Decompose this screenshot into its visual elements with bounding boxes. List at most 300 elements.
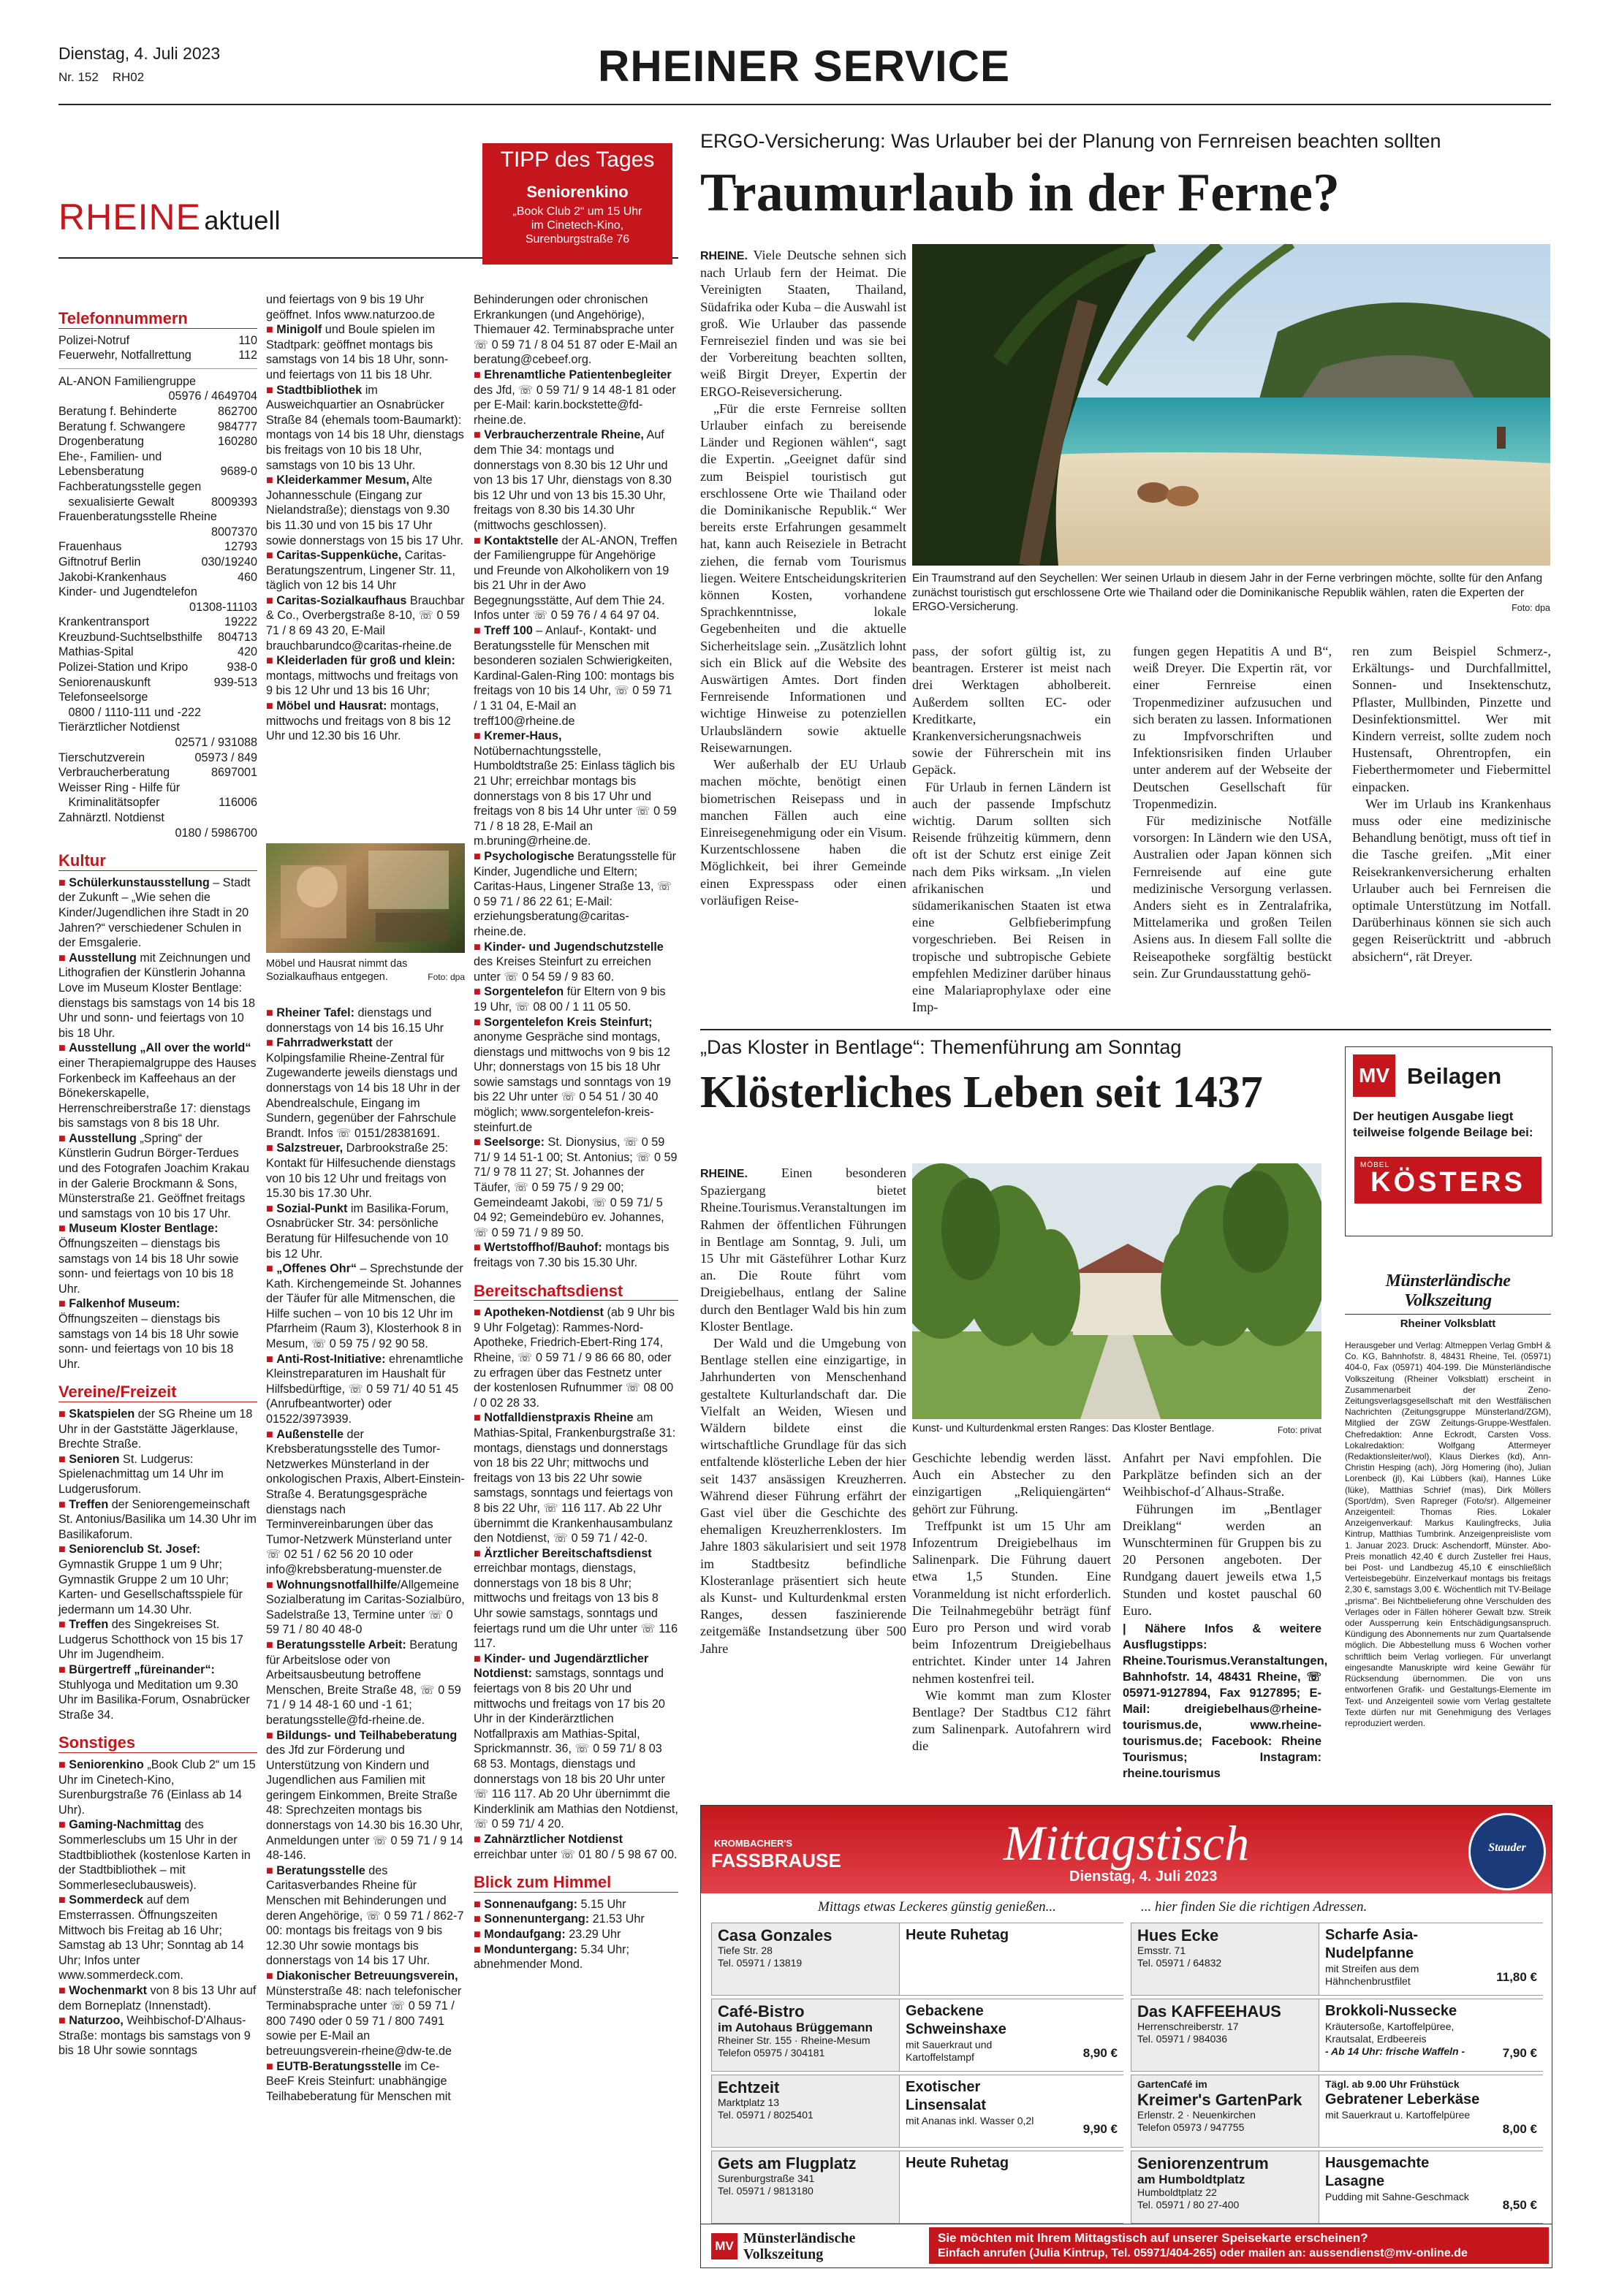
entry-title: Seniorenkino bbox=[69, 1758, 144, 1772]
phone-row bbox=[58, 780, 257, 796]
mittagstisch-title: Mittagstisch bbox=[1003, 1815, 1250, 1871]
phone-row bbox=[58, 615, 257, 630]
article-paragraph: pass, der sofort gültig ist, zu beantragen. Ersterer ist meist nach drei Werktagen abholbereit. Außerdem sollten EC- oder Kreditkarte, ein Krankenversicherungsnachweis sowie der Führerschein mit ins Gepäck. bbox=[912, 644, 1111, 778]
dish-name: Scharfe Asia-Nudelpfanne bbox=[1325, 1927, 1419, 1961]
entry-text: des Kreises Steinfurt zu erreichen unter ☏ 0 54 59 / 9 83 60. bbox=[474, 955, 651, 984]
restaurant-address: Herrenschreiberstr. 17 bbox=[1137, 2021, 1239, 2032]
dish-price: 8,90 € bbox=[1082, 2046, 1118, 2060]
entry-title: Kinder- und Jugendschutzstelle bbox=[484, 940, 664, 954]
restaurant-phone: Tel. 05971 / 9813180 bbox=[718, 2185, 814, 2197]
bullet-square-icon: ■ bbox=[266, 1352, 273, 1366]
phone-row bbox=[58, 600, 257, 615]
entry-text: dienstags und donnerstags von 14 bis 16.15 Uhr bbox=[266, 1006, 444, 1035]
service-item bbox=[474, 427, 678, 533]
entry-title: Bürgertreff „füreinander“: bbox=[69, 1663, 215, 1677]
entry-title: Seelsorge: bbox=[484, 1136, 545, 1149]
restaurant-entry bbox=[711, 2151, 1123, 2224]
entry-text: anonyme Gespräche sind montags, dienstags und mittwochs von 9 bis 12 Uhr; donnerstags von 15 bis 18 Uhr sowie samstags und sonntags von 19 bis 22 Uhr unter ☏ 0 54 51 / 30 40 möglich; www.sorgentelefon-kreis-steinfurt.de bbox=[474, 1030, 671, 1134]
phone-name: Kriminalitätsopfer bbox=[58, 796, 160, 810]
bullet-square-icon: ■ bbox=[474, 940, 481, 954]
phone-row bbox=[58, 434, 257, 449]
dish-name: Gebratener Leberkäse bbox=[1325, 2091, 1480, 2107]
restaurant-name: Gets am Flugplatz bbox=[718, 2154, 857, 2173]
service-column-1 bbox=[58, 292, 257, 2059]
sonstiges-item bbox=[58, 1817, 257, 1893]
service-item bbox=[474, 368, 678, 427]
phone-number: 984777 bbox=[217, 419, 257, 433]
bullet-square-icon: ■ bbox=[266, 474, 273, 487]
article-paragraph: Treffpunkt ist um 15 Uhr am Infozentrum Dreigiebelhaus im Salinenpark. Die Führung dauert etwa 1,5 Stunden. Eine Voranmeldung ist nicht erforderlich. Die Teilnahmegebühr beträgt fünf Euro pro Person und wird vorab beim Infozentrum Dreigiebelhaus entrichtet. Kinder unter 14 Jahren nehmen kostenfrei teil. bbox=[912, 1518, 1111, 1686]
entry-text: 23.29 Uhr bbox=[565, 1927, 621, 1941]
entry-title: Wohnungsnotfallhilfe bbox=[276, 1578, 398, 1592]
bullet-square-icon: ■ bbox=[58, 1297, 66, 1311]
phone-number: 12793 bbox=[224, 540, 257, 554]
phone-row bbox=[58, 509, 257, 525]
service-item bbox=[474, 984, 678, 1014]
bullet-square-icon: ■ bbox=[58, 1618, 66, 1632]
entry-text: (ab 9 Uhr bis 9 Uhr Folgetag): Rammes-Nord-Apotheke, Friedrich-Ebert-Ring 174, Rheine, ☏ 0 59 71 / 9 86 66 80, oder zu erfragen über das Festnetz unter der kostenlosen Rufnummer ☏ 08 00 / 0 02 28 33. bbox=[474, 1306, 675, 1410]
service-item bbox=[266, 1352, 465, 1427]
header-date: Dienstag, 4. Juli 2023 bbox=[58, 44, 221, 63]
bullet-square-icon: ■ bbox=[474, 985, 481, 999]
restaurant-address: Erlenstr. 2 · Neuenkirchen bbox=[1137, 2109, 1256, 2121]
entry-text: und Boule spielen im Stadtpark: geöffnet montags bis samstags von 14 bis 18 Uhr, sonn- und feiertags von 11 bis 18 Uhr. bbox=[266, 323, 449, 381]
imprint-text: Herausgeber und Verlag: Altmeppen Verlag GmbH & Co. KG, Bahnhofstr. 8, 48431 Rheine, Tel. (05971) 404-0, Fax (05971) 404-199. Die Münsterländische Volkszeitung (Rheiner Volksblatt) erscheint in Zusammenarbeit der Zeno-Zeitungsverlagsgesellschaft mit den Westfälischen Nachrichten (Zeitungsgruppe Münsterland/ZGM), Mitglied der ZGW Zeitungs-Gruppe-Westfalen. Chefredaktion: Anne Eckrodt, Carsten Voss. Lokalredaktion: Wolfgang Attermeyer (Redaktionsleiter/wol), Klaus Dierkes (kd), Ann-Christin Hesping (ach), Jörg Homering (iho), Julian Lorenbeck (jl), Kai Lübbers (kai), Hannes Lüke (lüke), Matthias Schrief (mas), Dirk Möllers (Sport/dm), Sven Rapreger (Foto/sr). Allgemeiner Anzeigenteil: Thomas Ries. Lokaler Anzeigenverkauf: Markus Kaulingfrecks, Julia Kintrup, Matthias Tumbrink. Anzeigenpreisliste vom 1. Januar 2023. Druck: Aschendorff, Münster. Abo-Preis monatlich 42,40 € durch Zusteller frei Haus, bei Post- und Landbezug 45,10 € einschließlich Verteisbegebühr. Einzelverkauf montags bis freitags 2,30 €, samstags 3,00 €. Wöchentlich mit TV-Beilage „prisma“. Bei Nichtbelieferung ohne Verschulden des Verlages oder in Fällen höherer Gewalt bzw. Streik oder Aussperrung kein Entschädigungsanspruch. Kündigung des Abonnements nur zum Quartalsende möglich. Die Abbestellung muss 6 Wochen vorher schriftlich beim Verlag vorliegen. Für unverlangt eingesandte Manuskripte wird keine Gewähr für Rücksendung übernommen. Die von uns entworfenen Grafik- und Gestaltungs-Elemente im Text- und Anzeigenteil sowie vom Verlag gestaltete Texte dürfen nur mit Genehmigung des Verlages reproduziert werden. bbox=[1345, 1340, 1551, 1728]
vereine-heading: Vereine/Freizeit bbox=[58, 1385, 257, 1402]
dateline: RHEINE. bbox=[700, 1168, 748, 1180]
entry-text: St. Dionysius, ☏ 0 59 71/ 9 14 51-1 00; St. Antonius; ☏ 0 59 71/ 9 78 11 27; St. Johannes der Täufer, ☏ 0 59 75 / 9 29 00; Gemeindeamt Jakobi, ☏ 0 59 71/ 5 04 92; Gemeindebüro ev. Johannes, ☏ 0 59 71 / 9 89 50. bbox=[474, 1136, 678, 1239]
entry-title: Bildungs- und Teilhabeberatung bbox=[276, 1728, 458, 1742]
dateline: RHEINE. bbox=[700, 250, 748, 262]
tipp-des-tages-box bbox=[482, 143, 672, 265]
entry-text: Münsterstraße 48: nach telefonischer Terminabsprache unter ☏ 0 59 71 / 800 7490 oder 0 59 71 / 800 7491 sowie per E-Mail an betreuungsverein-rheine@dw-te.de bbox=[266, 1984, 462, 2058]
service-item bbox=[474, 940, 678, 985]
phone-number: 116006 bbox=[219, 796, 257, 810]
kloster-caption-text: Kunst- und Kulturdenkmal ersten Ranges: Das Kloster Bentlage. bbox=[912, 1423, 1215, 1434]
phone-number: 939-513 bbox=[213, 675, 257, 689]
dish-box bbox=[1319, 2075, 1543, 2147]
phone-row bbox=[58, 795, 257, 810]
phone-row bbox=[58, 333, 257, 349]
restaurant-address: Marktplatz 13 bbox=[718, 2097, 780, 2108]
entry-title: EUTB-Beratungsstelle bbox=[276, 2059, 402, 2073]
dish-note-top: Tägl. ab 9.00 Uhr Frühstück bbox=[1325, 2078, 1460, 2090]
imprint-masthead: Münsterländische Volkszeitung bbox=[1385, 1271, 1511, 1310]
dish-description: Pudding mit Sahne-Geschmack bbox=[1325, 2191, 1469, 2202]
phone-number: 804713 bbox=[217, 630, 257, 644]
entry-text: der Kolpingsfamilie Rheine-Zentral für Zugewanderte jeweils dienstags und donnerstags von 14 bis 18 Uhr in der Abendrealschule, Eingang im Sundern, gegenüber der Fahrschule Brandt. Infos ☏ 0151/28381691. bbox=[266, 1036, 460, 1140]
entry-text: auf dem Emsterrassen. Öffnungszeiten Mittwoch bis Freitag ab 16 Uhr; Samstag ab 13 Uhr; Sonntag ab 14 Uhr; Infos unter www.sommerdeck.com. bbox=[58, 1893, 244, 1983]
alanon-name: AL-ANON Familiengruppe bbox=[58, 374, 197, 388]
entry-text: „Spring“ der Künstlerin Gudrun Börger-Terdues und des Fotografen Joachim Krakau in der Galerie Brockmann & Sons, Münsterstraße 21. Geöffnet freitags und samstags von 10 bis 17 Uhr. bbox=[58, 1131, 249, 1220]
phone-number: 030/19240 bbox=[201, 555, 257, 569]
paragraph-text: Viele Deutsche sehnen sich nach Urlaub fern der Heimat. Die Vereinigten Staaten, Thailand, Südafrika oder Kuba – die Auswahl ist groß. Wie Urlauber das passende Fernreiseziel finden und was sie bei der Vorbereitung beachten sollten, weiß Birgit Dreyer, Expertin der ERGO-Reiseversicherung. bbox=[700, 248, 907, 399]
service-column-2-bottom bbox=[266, 1006, 465, 2104]
bullet-square-icon: ■ bbox=[474, 533, 481, 547]
koesters-logo bbox=[1354, 1157, 1541, 1204]
stauder-name: Stauder bbox=[1488, 1841, 1526, 1854]
dish-name: Gebackene Schweinshaxe bbox=[906, 2003, 1006, 2037]
beach-photo bbox=[912, 244, 1550, 566]
entry-text: Behinderungen oder chronischen Erkrankungen (und Angehörige), Thiemauer 42. Terminabsprache unter ☏ 0 59 71 / 8 04 51 87 oder E-Mail an beratung@cebeef.org. bbox=[474, 293, 678, 367]
entry-title: Verbraucherzentrale Rheine, bbox=[484, 428, 644, 442]
bereitschaft-item bbox=[474, 1410, 678, 1546]
restaurant-address: Humboldtplatz 22 bbox=[1137, 2186, 1217, 2198]
entry-text: Beratungsstelle für Kinder, Jugendliche und Eltern; Caritas-Haus, Lingener Straße 13, ☏ 0 59 71 / 86 22 61; E-Mail: erziehungsberatung@caritas-rheine.de. bbox=[474, 849, 676, 938]
bullet-square-icon: ■ bbox=[474, 368, 481, 381]
footer-paper-name bbox=[743, 2230, 855, 2262]
bullet-square-icon: ■ bbox=[266, 323, 273, 337]
entry-text: Öffnungszeiten – dienstags bis samstags von 14 bis 18 Uhr sowie sonn- und feiertags von 10 bis 18 Uhr. bbox=[58, 1237, 239, 1296]
bullet-square-icon: ■ bbox=[58, 1818, 66, 1832]
article1-headline: Traumurlaub in der Ferne? bbox=[700, 163, 1340, 223]
bullet-square-icon: ■ bbox=[474, 1136, 481, 1149]
sonstiges-item bbox=[58, 1983, 257, 2013]
entry-text: – Sprechstunde der Kath. Kirchengemeinde St. Johannes der Täufer für alle Mitmenschen, die Hilfe suchen – von 10 bis 12 Uhr im Pfarrheim (Raum 3), Klosterhook 8 in Mesum, ☏ 0 59 75 / 92 90 58. bbox=[266, 1262, 463, 1351]
phone-row bbox=[58, 570, 257, 585]
dish-price: 7,90 € bbox=[1502, 2046, 1537, 2060]
entry-text: – Anlauf-, Kontakt- und Beratungsstelle für Menschen mit besonderen sozialen Schwierigkeiten, Kardinal-Galen-Ring 100: montags bis freitags von 10 bis 14 Uhr, ☏ 0 59 71 / 1 31 04, E-Mail an treff100@rheine.de bbox=[474, 624, 675, 728]
entry-title: Ausstellung bbox=[69, 1131, 137, 1145]
entry-text: des Singekreises St. Ludgerus Schotthock von 15 bis 17 Uhr im Jugendheim. bbox=[58, 1618, 243, 1662]
phone-row bbox=[58, 464, 257, 479]
dish-description: Kräutersoße, Kartoffelpüree, Krautsalat, Erdbeereis bbox=[1325, 2021, 1455, 2045]
article-paragraph: Für medizinische Notfälle vorsorgen: In Ländern wie den USA, Australien oder Japan können sich Fernreisende auf eine gute medizinische Versorgung verlassen. Anders sieht es in Zentralafrika, Mittelamerika und großen Teilen Asiens aus. In diesem Fall sollte die Reiseapotheke sorgfältig bestückt sein. Zur Grundausstattung gehö- bbox=[1133, 813, 1332, 981]
entry-text: Notübernachtungsstelle, Humboldtstraße 25: Einlass täglich bis 21 Uhr; erreichbar montags bis donnerstags von 8 bis 17 Uhr und freitags von 8 bis 14 Uhr unter ☏ 0 59 71 / 8 18 28, E-Mail an m.bruning@rheine.de. bbox=[474, 744, 677, 848]
entry-title: Psychologische bbox=[484, 849, 574, 863]
krombacher-line2: FASSBRAUSE bbox=[711, 1850, 841, 1871]
article2-column-b bbox=[912, 1450, 1111, 1755]
phone-name: Polizei-Station und Kripo bbox=[58, 661, 189, 674]
phone-name: Kinder- und Jugendtelefon bbox=[58, 585, 197, 599]
phone-row bbox=[58, 585, 257, 600]
entry-title: Zahnärztlicher Notdienst bbox=[484, 1832, 623, 1846]
kultur-item bbox=[58, 1041, 257, 1131]
sozialkaufhaus-photo-art bbox=[266, 843, 465, 953]
phone-row bbox=[58, 735, 257, 750]
restaurant-entry bbox=[711, 1923, 1123, 1996]
dish-price: 8,00 € bbox=[1502, 2122, 1537, 2136]
entry-text: des Caritasverbandes Rheine für Menschen mit Behinderungen und deren Angehörige, ☏ 0 59 71 / 862-7 00: montags bis freitags von 9 bis 12.30 Uhr sowie montags bis donnerstags von 14 bis 17 Uhr. bbox=[266, 1863, 464, 1968]
phone-row bbox=[58, 765, 257, 780]
service-item bbox=[266, 699, 465, 744]
kloster-photo bbox=[912, 1163, 1321, 1419]
beilagen-text: Der heutigen Ausgabe liegt teilweise folgende Beilage bei: bbox=[1353, 1109, 1533, 1139]
phone-name: Polizei-Notruf bbox=[58, 333, 130, 347]
bullet-square-icon: ■ bbox=[266, 699, 273, 713]
restaurant-name: Das KAFFEEHAUS bbox=[1137, 2002, 1281, 2021]
phone-number: 05973 / 849 bbox=[194, 750, 257, 764]
bullet-square-icon: ■ bbox=[266, 549, 273, 563]
article-paragraph: ren zum Beispiel Schmerz-, Erkältungs- und Durchfallmittel, Sonnen- und Insektenschutz, Pflaster, Mullbinden, Pinzette und Desinfektionsmittel. Wer mit Kindern verreist, sollte zudem noch Hustensaft, Ohrentropfen, ein Fieberthermometer und Fiebermittel einpacken. bbox=[1352, 644, 1551, 794]
aktuell-word: aktuell bbox=[204, 205, 281, 235]
imprint-box bbox=[1345, 1271, 1551, 1729]
service-item bbox=[474, 1240, 678, 1270]
bullet-square-icon: ■ bbox=[474, 1651, 481, 1665]
himmel-item bbox=[474, 1912, 678, 1927]
restaurant-name: Café-Bistro bbox=[718, 2002, 805, 2021]
article1-column-c bbox=[1133, 643, 1332, 982]
restaurant-prefix: GartenCafé im bbox=[1137, 2078, 1207, 2090]
entry-title: Sommerdeck bbox=[69, 1893, 143, 1907]
bullet-square-icon: ■ bbox=[266, 1141, 273, 1155]
footer-paper-line1: Münsterländische bbox=[743, 2230, 856, 2246]
restaurant-entry bbox=[711, 1999, 1123, 2072]
phone-name: Seniorenauskunft bbox=[58, 675, 151, 689]
entry-text: Auf dem Thie 34: montags und donnerstags von 8.30 bis 12 Uhr und von 13 bis 17 Uhr, dienstags von 8.30 bis 12 Uhr und von 13 bis 15.30 Uhr, freitags von 8.30 bis 14.30 Uhr (mittwochs geschlossen). bbox=[474, 428, 672, 532]
footer-mv-logo: MV bbox=[711, 2233, 737, 2259]
entry-text: Alte Johannesschule (Eingang zur Nielandstraße); dienstags von 9.30 bis 11.30 und von 15 bis 17 Uhr sowie donnerstags von 15 bis 17 Uhr. bbox=[266, 474, 463, 547]
article-paragraph: Geschichte lebendig werden lässt. Auch ein Abstecher zu den einzigartigen „Reliquiengärten“ gehört zur Führung. bbox=[912, 1451, 1111, 1516]
entry-text: erreichbar montags, dienstags, donnerstags von 18 bis 8 Uhr; mittwochs und freitags von 13 bis 8 Uhr sowie samstags, sonntags und feiertags rund um die Uhr unter ☏ 116 117. bbox=[474, 1562, 678, 1651]
bereitschaft-item bbox=[474, 1832, 678, 1862]
himmel-heading: Blick zum Himmel bbox=[474, 1875, 678, 1893]
restaurant-phone: Tel. 05971 / 64832 bbox=[1137, 1957, 1222, 1969]
service-item bbox=[474, 849, 678, 940]
restaurant-name-2: am Humboldtplatz bbox=[1137, 2173, 1245, 2186]
service-item bbox=[266, 653, 465, 699]
restaurant-entry bbox=[711, 2075, 1123, 2148]
beach-photo-caption bbox=[912, 571, 1550, 616]
entry-text: – Stadt der Zukunft – „Wie sehen die Kinder/Jugendlichen ihre Stadt in 20 Jahren?“ verschiedener Schulen in der Emsgalerie. bbox=[58, 875, 251, 950]
entry-title: Wertstoffhof/Bauhof: bbox=[484, 1241, 602, 1255]
entry-title: Beratungsstelle bbox=[276, 1863, 365, 1877]
bullet-square-icon: ■ bbox=[58, 2014, 66, 2028]
phone-name: Jakobi-Krankenhaus bbox=[58, 570, 167, 584]
vereine-item bbox=[58, 1542, 257, 1617]
photo-caption-text: Möbel und Hausrat nimmt das Sozialkaufhaus entgegen. bbox=[266, 958, 408, 983]
entry-title: Seniorenclub St. Josef: bbox=[69, 1543, 201, 1556]
phone-divider bbox=[58, 368, 257, 369]
bullet-square-icon: ■ bbox=[266, 2059, 273, 2073]
restaurant-phone: Tel. 05971 / 13819 bbox=[718, 1957, 803, 1969]
footer-paper-line2: Volkszeitung bbox=[743, 2246, 824, 2262]
entry-title: Kleiderladen für groß und klein: bbox=[276, 654, 455, 668]
imprint-rule bbox=[1345, 1314, 1551, 1315]
entry-text: St. Ludgerus: Spielenachmittag um 14 Uhr im Ludgerusforum. bbox=[58, 1452, 224, 1496]
edition-code: RH02 bbox=[112, 70, 145, 84]
tipp-line-1: Seniorenkino bbox=[526, 183, 629, 201]
rheine-aktuell-label bbox=[58, 196, 280, 238]
krombacher-line1: KROMBACHER'S bbox=[714, 1838, 793, 1849]
beilagen-box bbox=[1345, 1046, 1552, 1236]
entry-text: im Ce-BeeF Kreis Steinfurt: unabhängige Teilhabeberatung für Menschen mit bbox=[266, 2059, 451, 2103]
himmel-item bbox=[474, 1927, 678, 1942]
entry-text: montags, mittwochs und freitags von 9 bis 12 Uhr und 13 bis 16 Uhr; bbox=[266, 669, 458, 698]
phone-name: Feuerwehr, Notfallrettung bbox=[58, 349, 191, 362]
bullet-square-icon: ■ bbox=[474, 1912, 481, 1926]
restaurant-phone: Tel. 05971 / 8025401 bbox=[718, 2109, 814, 2121]
dish-box bbox=[899, 2075, 1123, 2147]
entry-title: Gaming-Nachmittag bbox=[69, 1818, 182, 1832]
vereine-item bbox=[58, 1662, 257, 1722]
bullet-square-icon: ■ bbox=[266, 593, 273, 607]
telefon-heading: Telefonnummern bbox=[58, 311, 257, 329]
service-item bbox=[266, 1969, 465, 2059]
phone-row bbox=[58, 690, 257, 705]
article-paragraph: Wer im Urlaub ins Krankenhaus muss oder eine medizinische Behandlung benötigt, muss oft tief in die Tasche greifen. „Mit einer Reisekrankenversicherung erhalten Urlauber auch bei Fernreisen die optimale Unterstützung im Notfall. Darüberhinaus können sie sich auch gegen Reiserücktritt und -abbruch absichern“, rät Dreyer. bbox=[1352, 796, 1551, 964]
entry-text: und feiertags von 9 bis 19 Uhr geöffnet. Infos www.naturzoo.de bbox=[266, 293, 435, 322]
bullet-square-icon: ■ bbox=[266, 1728, 273, 1742]
bullet-square-icon: ■ bbox=[474, 1306, 481, 1320]
entry-title: „Offenes Ohr“ bbox=[276, 1262, 357, 1276]
vereine-item bbox=[58, 1617, 257, 1662]
entry-text: Darbrookstraße 25: Kontakt für Hilfesuchende dienstags von 10 bis 12 Uhr und freitags von 15.30 bis 17.30 Uhr. bbox=[266, 1141, 456, 1201]
restaurant-name-2: im Autohaus Brüggemann bbox=[718, 2021, 873, 2034]
dish-description: mit Ananas inkl. Wasser 0,2l bbox=[906, 2115, 1034, 2126]
kultur-item bbox=[58, 1296, 257, 1372]
dish-box bbox=[899, 1999, 1123, 2071]
entry-title: Ausstellung bbox=[69, 951, 137, 965]
entry-title: Anti-Rost-Initiative: bbox=[276, 1352, 386, 1366]
entry-title: Caritas-Suppenküche, bbox=[276, 549, 402, 563]
bullet-square-icon: ■ bbox=[474, 1832, 481, 1846]
service-item bbox=[266, 322, 465, 382]
entry-title: Sozial-Punkt bbox=[276, 1201, 348, 1215]
entry-text: Stuhlyoga und Meditation um 9.30 Uhr im Basilika-Forum, Osnabrücker Straße 34. bbox=[58, 1678, 250, 1722]
service-item bbox=[266, 1427, 465, 1578]
phone-number: 19222 bbox=[224, 615, 257, 629]
entry-text: des Jfd zur Förderung und Unterstützung von Kindern und Jugendlichen aus Familien mit geringem Einkommen, Breite Straße 48: Sprechzeiten montags bis donnerstags von 14.30 bis 16.30 Uhr, Anmeldungen unter ☏ 0 59 71 / 9 14 48-146. bbox=[266, 1744, 463, 1863]
bullet-square-icon: ■ bbox=[58, 1452, 66, 1466]
bullet-square-icon: ■ bbox=[474, 1897, 481, 1911]
kloster-photo-art bbox=[912, 1163, 1321, 1419]
bereitschaft-item bbox=[474, 1546, 678, 1651]
alanon-number: 05976 / 4649704 bbox=[168, 389, 257, 403]
dish-box bbox=[1319, 1999, 1543, 2071]
restaurant-address: Emsstr. 71 bbox=[1137, 1945, 1186, 1956]
tipp-title: TIPP des Tages bbox=[500, 148, 655, 172]
phone-number: 160280 bbox=[217, 435, 257, 449]
bullet-square-icon: ■ bbox=[58, 1758, 66, 1772]
dish-note: - Ab 14 Uhr: frische Waffeln - bbox=[1325, 2045, 1465, 2057]
service-item bbox=[474, 623, 678, 729]
service-item bbox=[266, 1638, 465, 1728]
entry-text: mit Zeichnungen und Lithografien der Künstlerin Johanna Love im Museum Kloster Bentlage: dienstags bis samstags von 14 bis 18 Uhr und sonn- und feiertags von 10 bis 18 Uhr. bbox=[58, 951, 256, 1040]
info-box: | Nähere Infos & weitere Ausflugstipps: Rheine.Tourismus.Veranstaltungen, Bahnhofstr. 14, 48431 Rheine, ☏ 05971-9127894, Fax 9127895; E-Mail: dreigiebelhaus@rheine-tourismus.de, www.rheine-tourismus.de; Facebook: Rheine Tourismus; Instagram: rheine.tourismus bbox=[1123, 1622, 1328, 1781]
entry-title: Sonnenuntergang: bbox=[484, 1912, 590, 1926]
entry-text: des Sommerlesclubs um 15 Uhr in der Stadtbibliothek (kostenlose Karten in der Stadtbibliothek – mit Sommerleseclubausweis). bbox=[58, 1818, 251, 1892]
entry-title: Ärztlicher Bereitschaftsdienst bbox=[484, 1546, 652, 1560]
service-item bbox=[266, 1201, 465, 1261]
tipp-line-4: Surenburgstraße 76 bbox=[525, 233, 630, 246]
entry-title: Fahrradwerkstatt bbox=[276, 1036, 373, 1050]
kultur-item bbox=[58, 1221, 257, 1296]
bullet-square-icon: ■ bbox=[266, 1969, 273, 1983]
entry-title: Beratungsstelle Arbeit: bbox=[276, 1638, 406, 1651]
dish-description: mit Sauerkraut und Kartoffelstampf bbox=[906, 2039, 993, 2063]
beach-photo-art bbox=[912, 244, 1550, 566]
entry-text: Caritas-Beratungszentrum, Lingener Str. 11, täglich von 12 bis 14 Uhr bbox=[266, 549, 455, 593]
footer-cta bbox=[929, 2227, 1549, 2264]
phone-row bbox=[58, 404, 257, 419]
entry-title: Senioren bbox=[69, 1452, 120, 1466]
article-paragraph: fungen gegen Hepatitis A und B“, weiß Dreyer. Die Expertin rät, vor einer Fernreise einen Tropenmediziner aufzusuchen und sich beraten zu lassen. Informationen zu Impfvorschriften und Infektionsrisiken finden Urlauber unter anderem auf der Webseite der Deutschen Gesellschaft für Tropenmedizin. bbox=[1133, 644, 1332, 811]
entry-text: des Jfd, ☏ 0 59 71/ 9 14 48-1 81 oder per E-Mail: karin.bockstette@fd-rheine.de. bbox=[474, 383, 676, 427]
phone-row bbox=[58, 660, 257, 675]
entry-text: ehrenamtliche Kleinstreparaturen im Haushalt für Hilfsbedürftige, ☏ 0 59 71/ 40 51 45 (Anrufbeantworter) oder 01522/3973939. bbox=[266, 1352, 463, 1426]
phone-number: 460 bbox=[237, 570, 257, 584]
bullet-square-icon: ■ bbox=[58, 1041, 66, 1055]
entry-text: samstags, sonntags und feiertags von 8 bis 20 Uhr und mittwochs und freitags von 17 bis 20 Uhr in der Kinderärztlichen Notfallpraxis am Mathias-Spital, Sprickmannstr. 36, ☏ 0 59 71/ 8 03 68 53. Montags, dienstags und donnerstags von 18 bis 20 Uhr unter ☏ 116 117. Ab 20 Uhr übernimmt die Kinderklinik am Mathias den Notdienst, ☏ 0 59 71/ 4 20. bbox=[474, 1667, 678, 1831]
phone-name: Tierärztlicher Notdienst bbox=[58, 721, 180, 734]
entry-title: Rheiner Tafel: bbox=[276, 1006, 355, 1019]
entry-title: Möbel und Hausrat: bbox=[276, 699, 387, 713]
entry-title: Sorgentelefon bbox=[484, 985, 564, 999]
bullet-square-icon: ■ bbox=[266, 1863, 273, 1877]
entry-text: Weihbischof-D'Alhaus-Straße: montags bis samstags von 9 bis 18 Uhr sowie sonntags bbox=[58, 2014, 251, 2058]
service-item bbox=[266, 1006, 465, 1035]
bullet-square-icon: ■ bbox=[474, 1546, 481, 1560]
service-item bbox=[266, 383, 465, 474]
bullet-square-icon: ■ bbox=[266, 1006, 273, 1019]
entry-title: Treffen bbox=[69, 1497, 109, 1511]
phone-number: 9689-0 bbox=[220, 465, 257, 479]
service-item bbox=[474, 292, 678, 368]
article-paragraph: Der Wald und die Umgebung von Bentlage stellen eine einzigartige, in Jahrhunderten von Menschenhand gestaltete Kulturlandschaft dar. Die Vielfalt an Weiden, Wiesen und Wäldern bildete einst die wirtschaftliche Grundlage für das sich entfaltende klösterliche Leben der hier seit 1437 ansässigen Kreuzherren. Während dieser Führung erfährt der Gast viel über die Geschichte des ehemaligen Kreuzherrenklosters. Im Jahre 1803 säkularisiert und seit 1978 im Stadtbesitz befindliche Klosteranlage präsentiert sich heute als Kunst- und Kulturdenkmal ersten Ranges, dessen faszinierende zeitgemäße Instandsetzung über 500 Jahre bbox=[700, 1336, 906, 1656]
entry-text: von 8 bis 13 Uhr auf dem Borneplatz (Innenstadt). bbox=[58, 1983, 257, 2012]
bullet-square-icon: ■ bbox=[58, 1543, 66, 1556]
phone-row bbox=[58, 479, 257, 495]
kultur-item bbox=[58, 951, 257, 1041]
service-column-2-top bbox=[266, 292, 465, 744]
service-item bbox=[474, 533, 678, 624]
entry-title: Museum Kloster Bentlage: bbox=[69, 1222, 219, 1236]
phone-number: 02571 / 931088 bbox=[175, 736, 257, 750]
service-item bbox=[266, 473, 465, 548]
mittagstisch-ad bbox=[700, 1805, 1552, 2268]
article2-column-a bbox=[700, 1165, 906, 1657]
service-item bbox=[266, 1728, 465, 1863]
entry-title: Monduntergang: bbox=[484, 1942, 577, 1956]
article-paragraph: Wie kommt man zum Kloster Bentlage? Der Stadtbus C12 fährt zum Salinenpark. Autofahrern wird die bbox=[912, 1687, 1111, 1754]
bullet-square-icon: ■ bbox=[474, 428, 481, 442]
sozialkaufhaus-caption bbox=[266, 957, 465, 984]
restaurant-phone: Tel. 05971 / 984036 bbox=[1137, 2033, 1227, 2045]
entry-title: Minigolf bbox=[276, 323, 322, 337]
entry-text: der Seniorengemeinschaft St. Antonius/Basilika um 14.30 Uhr im Basilikaforum. bbox=[58, 1497, 257, 1541]
entry-title: Sorgentelefon Kreis Steinfurt; bbox=[484, 1015, 653, 1029]
restaurant-address: Rheiner Str. 155 · Rheine-Mesum bbox=[718, 2034, 871, 2046]
dish-box bbox=[899, 1923, 1123, 1995]
service-column-3 bbox=[474, 292, 678, 1972]
himmel-item bbox=[474, 1942, 678, 1972]
phone-name: Beratung f. Behinderte bbox=[58, 404, 177, 418]
photo-credit: Foto: dpa bbox=[428, 972, 465, 982]
entry-text: der AL-ANON, Treffen der Familiengruppe für Angehörige und Freunde von Alkoholikern von 19 bis 21 Uhr in der Awo Begegnungsstätte, Auf dem Thie 24. Infos unter ☏ 0 59 76 / 4 64 97 04. bbox=[474, 533, 678, 623]
vereine-item bbox=[58, 1452, 257, 1497]
phone-row bbox=[58, 826, 257, 841]
section-title: RHEINER SERVICE bbox=[597, 42, 1011, 91]
phone-name: Beratung f. Schwangere bbox=[58, 419, 186, 433]
service-item bbox=[266, 1035, 465, 1141]
stauder-logo bbox=[1468, 1813, 1546, 1890]
mittagstisch-subtitle-left: Mittags etwas Leckeres günstig genießen... bbox=[818, 1899, 1056, 1915]
article-paragraph: Wer außerhalb der EU Urlaub machen möchte, benötigt einen biometrischen Reisepass und in manchen Fällen auch eine Einreisegenehmigung oder ein Visum. Kurzentschlossene haben die Möglichkeit, bei ihrer Gemeinde einen Expresspass oder einen vorläufigen Reise- bbox=[700, 757, 906, 908]
phone-row bbox=[58, 705, 257, 721]
phone-name: Verbraucherberatung bbox=[58, 766, 170, 780]
dish-description: mit Sauerkraut u. Kartoffelpüree bbox=[1325, 2109, 1471, 2121]
article1-column-b bbox=[912, 643, 1111, 1016]
dish-name: Heute Ruhetag bbox=[906, 2155, 1009, 2171]
phone-row bbox=[58, 630, 257, 645]
entry-title: Diakonischer Betreuungsverein, bbox=[276, 1969, 458, 1983]
entry-text: erreichbar unter ☏ 01 80 / 5 98 67 00. bbox=[474, 1847, 678, 1861]
entry-text: Öffnungszeiten – dienstags bis samstags von 14 bis 18 Uhr sowie sonn- und feiertags von 10 bis 18 Uhr. bbox=[58, 1312, 239, 1371]
entry-text: montags, mittwochs und freitags von 8 bis 12 Uhr und 12.30 bis 16 Uhr. bbox=[266, 699, 451, 743]
dish-description: mit Streifen aus dem Hähnchenbrustfilet bbox=[1325, 1963, 1419, 1987]
restaurant-name: Echtzeit bbox=[718, 2078, 780, 2097]
